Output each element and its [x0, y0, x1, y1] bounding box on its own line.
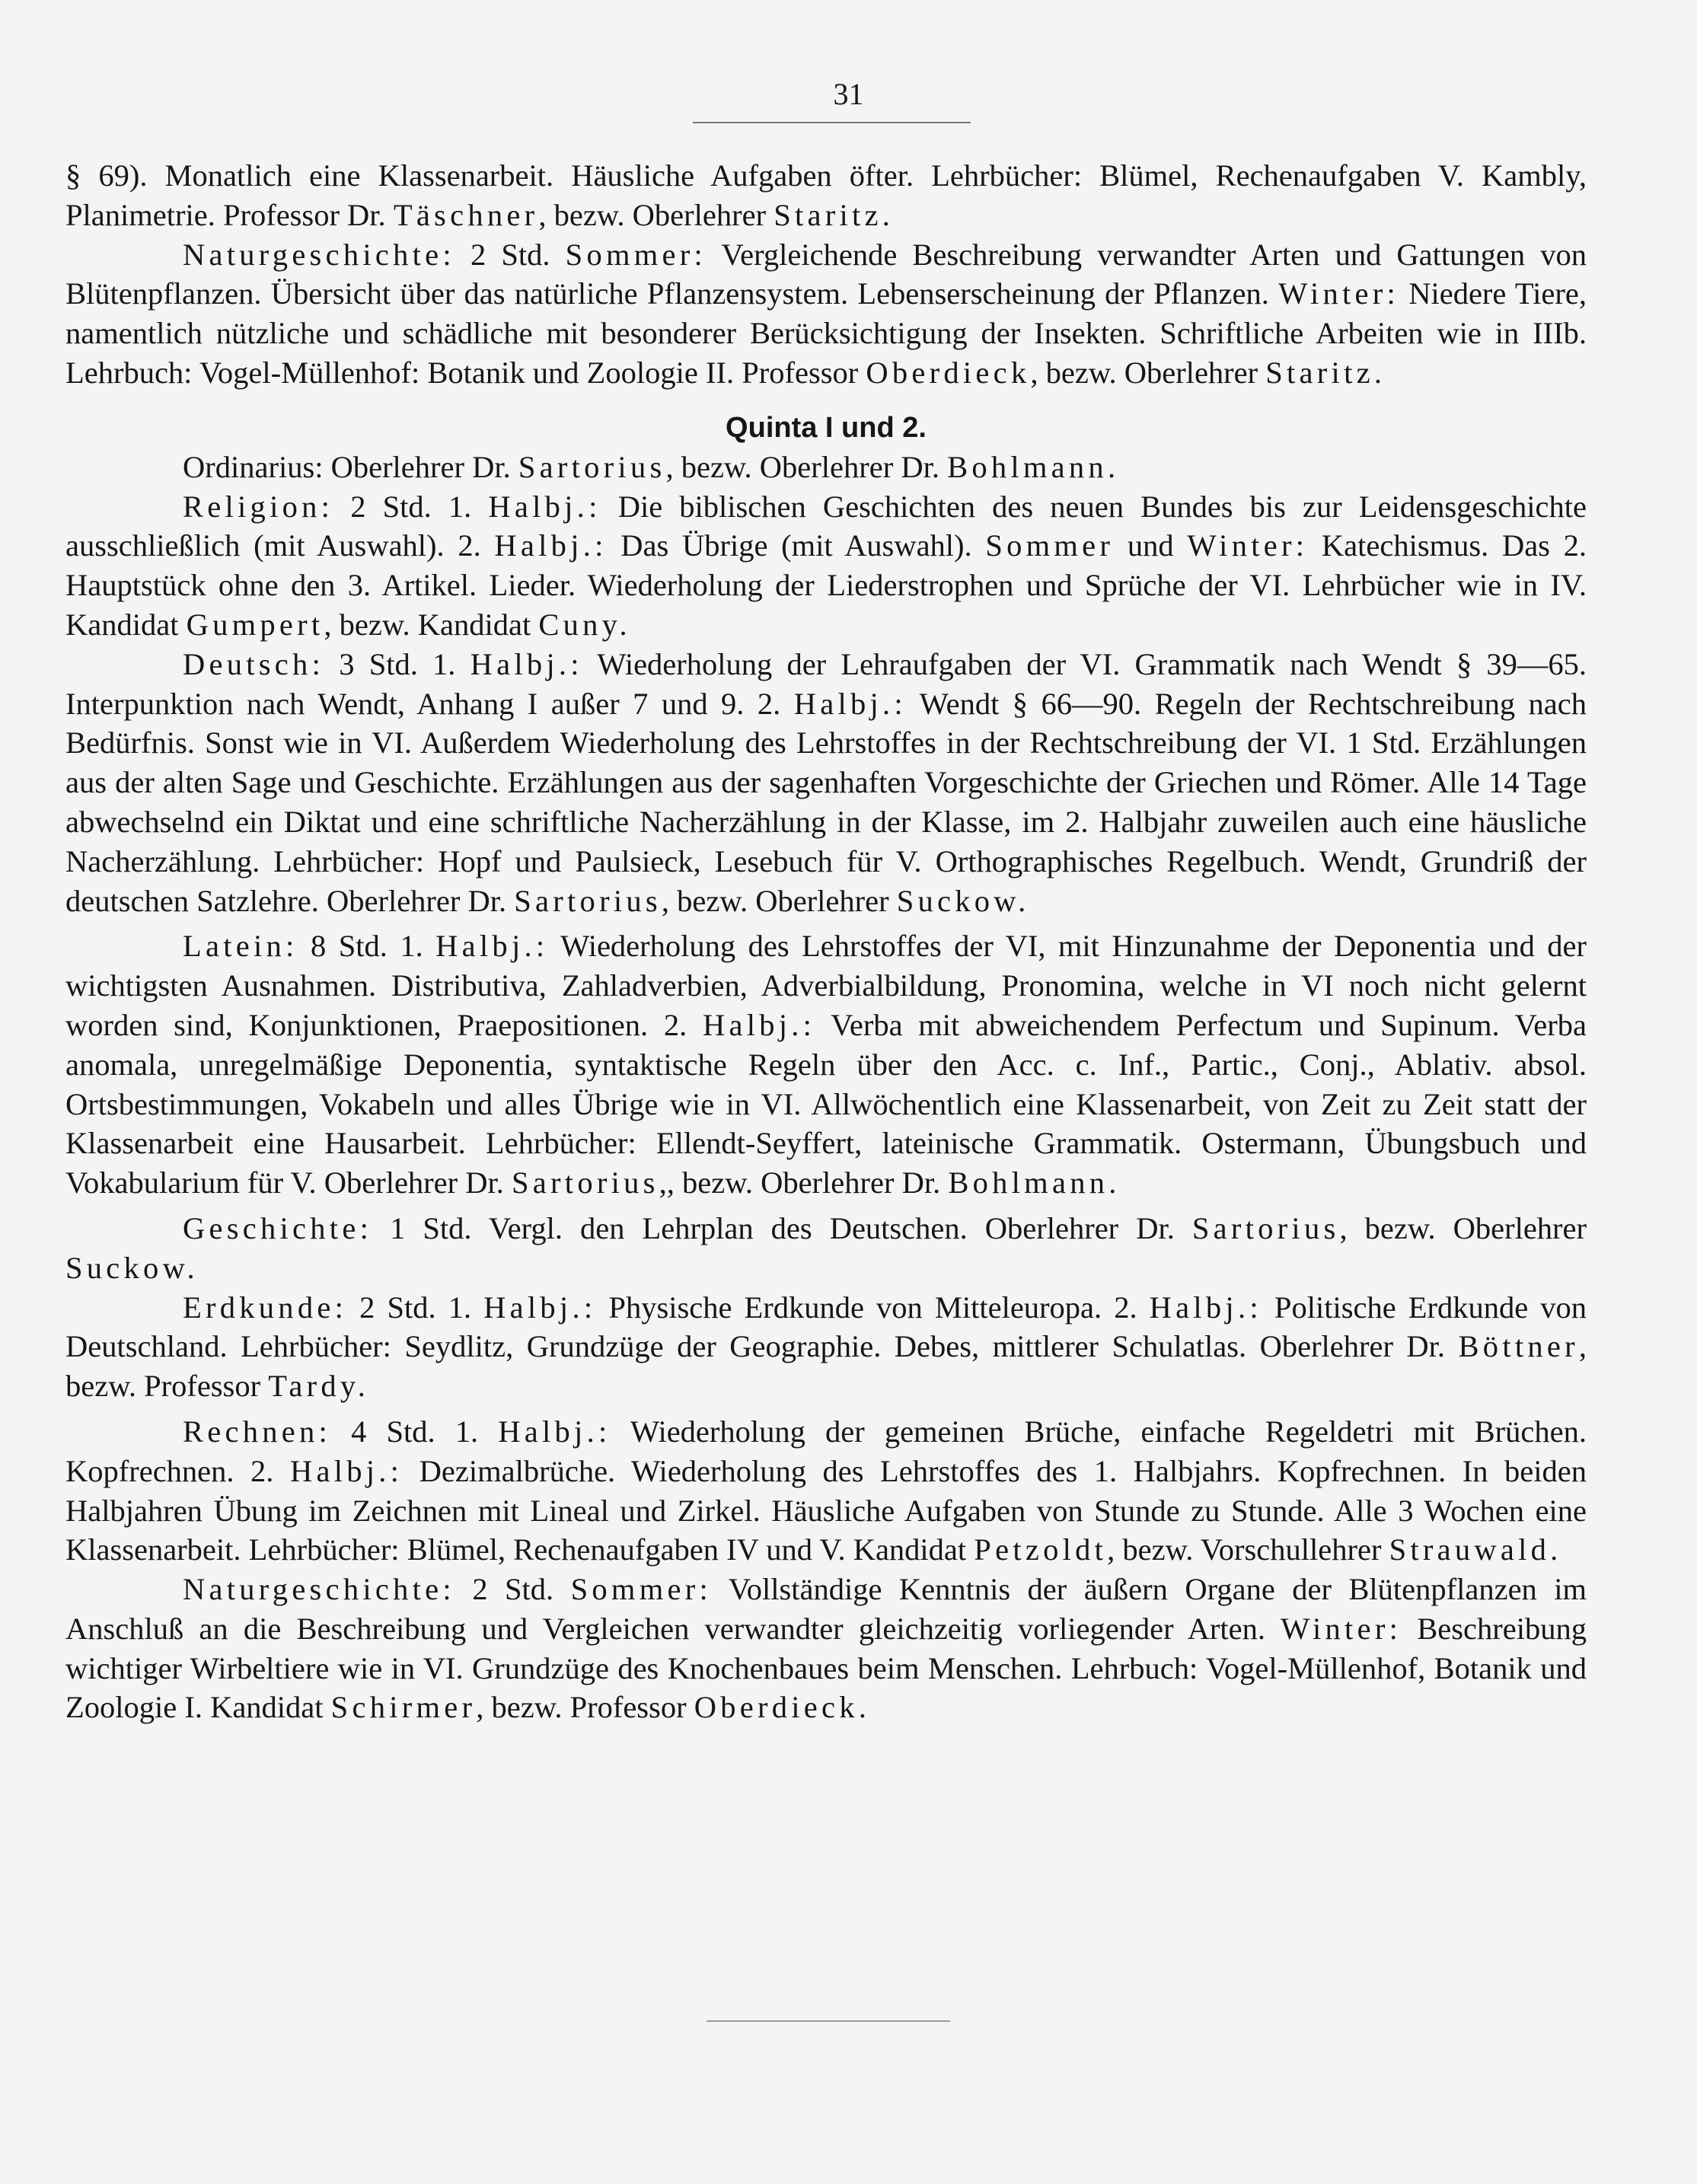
subject-label: Religion:: [183, 489, 334, 524]
season-label: Winter:: [1187, 528, 1309, 563]
teacher-name: Schirmer: [330, 1690, 477, 1725]
body-text: [65, 156, 1587, 1727]
subject-label: Geschichte:: [183, 1210, 373, 1245]
teacher-name: Staritz.: [1265, 355, 1386, 390]
season-label: Sommer: [985, 528, 1115, 563]
teacher-name: Bohlmann.: [947, 449, 1120, 484]
paragraph-latein: Latein: 8 Std. 1. Halbj.: Wiederholung des Lehrstoffes der VI, mit Hinzunahme der Deponentia und der wichtigsten Ausnahmen. Distributiva, Zahladverbien, Adverbialbildung, Pronomina, welche in VI noch nicht gelernt worden sind, Konjunktionen, Praepositionen. 2. Halbj.: Verba mit abweichendem Perfectum und Supinum. Verba anomala, unregelmäßige Deponentia, syntaktische Regeln über den Acc. c. Inf., Partic., Conj., Ablativ. absol. Ortsbestimmungen, Vokabeln und alles Übrige wie in VI. Allwöchentlich eine Klassenarbeit, von Zeit zu Zeit statt der Klassenarbeit eine Hausarbeit. Lehrbücher: Ellendt-Seyffert, lateinische Grammatik. Ostermann, Übungsbuch und Vokabularium für V. Oberlehrer Dr. Sartorius,, bezw. Oberlehrer Dr. Bohlmann.: [65, 929, 1587, 1200]
teacher-name: Gumpert: [186, 607, 324, 642]
teacher-name: Sartorius: [514, 883, 662, 918]
subject-label: Naturgeschichte:: [183, 1572, 455, 1607]
paragraph-rechnen: Rechnen: 4 Std. 1. Halbj.: Wiederholung der gemeinen Brüche, einfache Regeldetri mit Brüchen. Kopfrechnen. 2. Halbj.: Dezimalbrüche. Wiederholung des Lehrstoffes des 1. Halbjahrs. Kopfrechnen. In beiden Halbjahren Übung im Zeichnen mit Lineal und Zirkel. Häusliche Aufgaben von Stunde zu Stunde. Alle 3 Wochen eine Klassenarbeit. Lehrbücher: Blümel, Rechenaufgaben IV und V. Kandidat Petzoldt, bezw. Vorschullehrer Strauwald.: [65, 1414, 1587, 1567]
teacher-name: Strauwald.: [1389, 1532, 1562, 1567]
teacher-name: Sartorius: [512, 1165, 659, 1200]
subject-label: Rechnen:: [183, 1414, 332, 1449]
teacher-name: Cuny.: [538, 607, 631, 642]
header-rule: [693, 122, 971, 123]
teacher-name: Sartorius: [518, 449, 666, 484]
teacher-name: Täschner: [393, 197, 539, 232]
section-heading: Quinta I und 2.: [726, 411, 927, 444]
paragraph-naturgeschichte: Naturgeschichte: 2 Std. Sommer: Vollständige Kenntnis der äußern Organe der Blütenpflanzen im Anschluß an die Beschreibung und Vergleichen verwandter gleichzeitig vorliegender Arten. Winter: Beschreibung wichtiger Wirbeltiere wie in VI. Grundzüge des Knochenbaues beim Menschen. Lehrbuch: Vogel-Müllenhof, Botanik und Zoologie I. Kandidat Schirmer, bezw. Professor Oberdieck.: [65, 1572, 1587, 1725]
teacher-name: Petzoldt: [974, 1532, 1108, 1567]
paragraph-religion: Religion: 2 Std. 1. Halbj.: Die biblischen Geschichten des neuen Bundes bis zur Leidensgeschichte ausschließlich (mit Auswahl). 2. Halbj.: Das Übrige (mit Auswahl). Sommer und Winter: Katechismus. Das 2. Hauptstück ohne den 3. Artikel. Lieder. Wiederholung der Liederstrophen und Sprüche der VI. Lehrbücher wie in IV. Kandidat Gumpert, bezw. Kandidat Cuny.: [65, 489, 1587, 642]
subject-label: Latein:: [183, 929, 298, 964]
paragraph-geschichte: Geschichte: 1 Std. Vergl. den Lehrplan des Deutschen. Oberlehrer Dr. Sartorius, bezw. Oberlehrer Suckow.: [65, 1210, 1587, 1285]
season-label: Winter:: [1281, 1611, 1402, 1646]
subject-label: Erdkunde:: [183, 1290, 348, 1325]
paragraph-deutsch: Deutsch: 3 Std. 1. Halbj.: Wiederholung der Lehraufgaben der VI. Grammatik nach Wendt § 39—65. Interpunktion nach Wendt, Anhang I außer 7 und 9. 2. Halbj.: Wendt § 66—90. Regeln der Rechtschreibung nach Bedürfnis. Sonst wie in VI. Außerdem Wiederholung des Lehrstoffes in der Rechtschreibung der VI. 1 Std. Erzählungen aus der alten Sage und Geschichte. Erzählungen aus der sagenhaften Vorgeschichte der Griechen und Römer. Alle 14 Tage abwechselnd ein Diktat und eine schriftliche Nacherzählung in der Klasse, im 2. Halbjahr zuweilen auch eine häusliche Nacherzählung. Lehrbücher: Hopf und Paulsieck, Lesebuch für V. Orthographisches Regelbuch. Wendt, Grundriß der deutschen Satzlehre. Oberlehrer Dr. Sartorius, bezw. Oberlehrer Suckow.: [65, 646, 1587, 918]
paragraph-erdkunde: Erdkunde: 2 Std. 1. Halbj.: Physische Erdkunde von Mitteleuropa. 2. Halbj.: Politische Erdkunde von Deutschland. Lehrbücher: Seydlitz, Grundzüge der Geographie. Debes, mittlerer Schulatlas. Oberlehrer Dr. Böttner, bezw. Professor Tardy.: [65, 1290, 1587, 1404]
teacher-name: Suckow.: [65, 1250, 199, 1285]
teacher-name: Böttner: [1458, 1329, 1579, 1364]
paragraph-continuation-math: § 69). Monatlich eine Klassenarbeit. Häusliche Aufgaben öfter. Lehrbücher: Blümel, Rechenaufgaben V. Kambly, Planimetrie. Professor Dr. Täschner, bezw. Oberlehrer Staritz.: [65, 158, 1587, 232]
subject-label: Deutsch:: [183, 646, 325, 681]
season-label: Sommer:: [565, 237, 707, 272]
teacher-name: Staritz.: [774, 197, 895, 232]
teacher-name: Oberdieck: [866, 355, 1031, 390]
season-label: Sommer:: [570, 1572, 712, 1607]
teacher-name: Sartorius: [1191, 1210, 1340, 1245]
paragraph-naturgeschichte-iiia: Naturgeschichte: 2 Std. Sommer: Vergleichende Beschreibung verwandter Arten und Gattungen von Blütenpflanzen. Übersicht über das natürliche Pflanzensystem. Lebenserscheinung der Pflanzen. Winter: Niedere Tiere, namentlich nützliche und schädliche mit besonderer Berücksichtigung der Insekten. Schriftliche Arbeiten wie in IIIb. Lehrbuch: Vogel-Müllenhof: Botanik und Zoologie II. Professor Oberdieck, bezw. Oberlehrer Staritz.: [65, 237, 1587, 390]
season-label: Winter:: [1278, 276, 1400, 311]
teacher-name: Suckow.: [896, 883, 1030, 918]
subject-label: Naturgeschichte:: [183, 237, 455, 272]
page-number: 31: [833, 77, 864, 111]
paragraph-ordinarius: Ordinarius: Oberlehrer Dr. Sartorius, bezw. Oberlehrer Dr. Bohlmann.: [183, 449, 1120, 484]
teacher-name: Tardy.: [268, 1369, 370, 1404]
footer-rule: [707, 2020, 950, 2022]
teacher-name: Bohlmann.: [948, 1165, 1121, 1200]
teacher-name: Oberdieck.: [694, 1690, 871, 1725]
